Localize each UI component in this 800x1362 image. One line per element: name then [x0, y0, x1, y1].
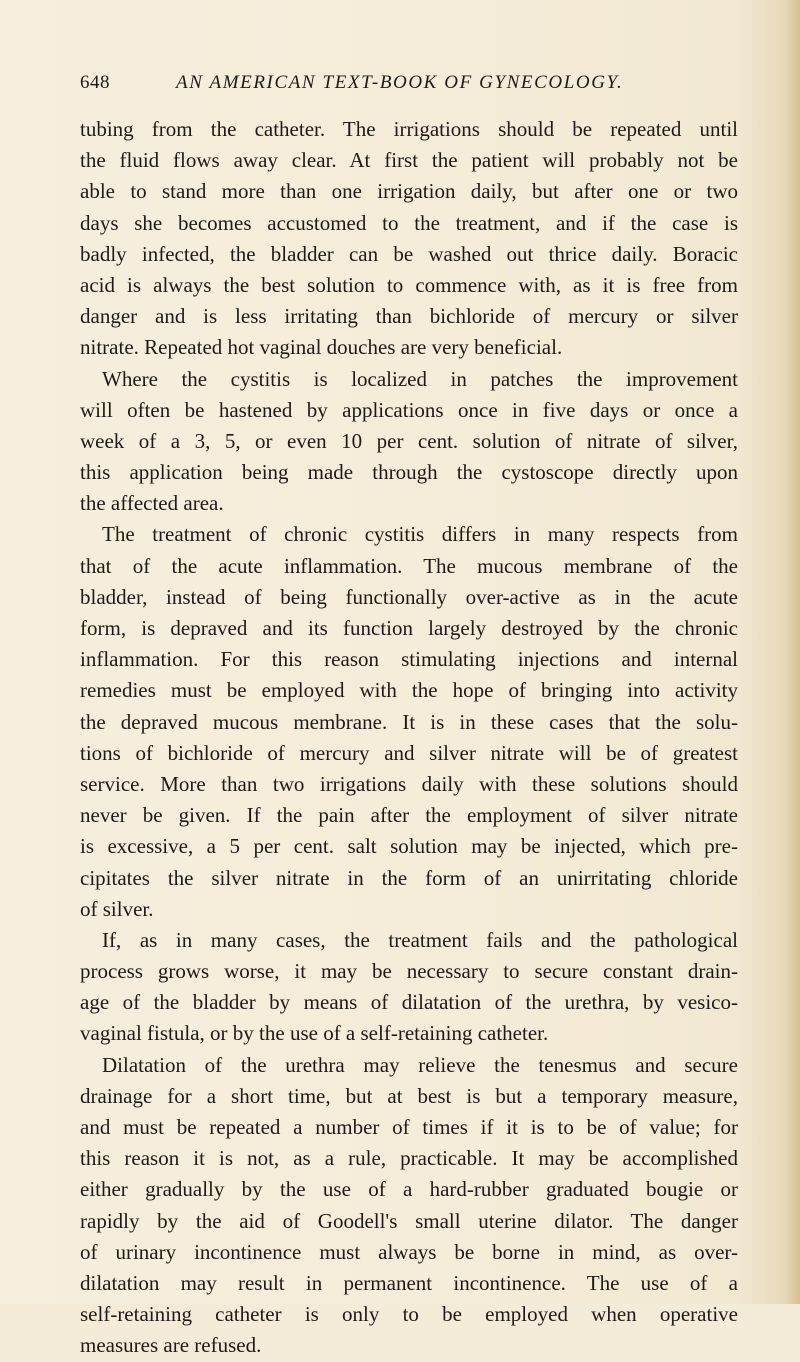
text-line: the depraved mucous membrane. It is in these cases that the solu- — [80, 709, 738, 734]
text-line: drainage for a short time, but at best is but a temporary measure, — [80, 1083, 738, 1108]
text-line: never be given. If the pain after the employment of silver nitrate — [80, 803, 738, 828]
text-line: will often be hastened by applications once in five days or once a — [80, 397, 738, 422]
text-line: process grows worse, it may be necessary to secure constant drain- — [80, 959, 738, 984]
text-line: measures are refused. — [80, 1333, 262, 1358]
text-line: service. More than two irrigations daily with these solutions should — [80, 771, 738, 796]
text-line: If, as in many cases, the treatment fails and the pathological — [102, 927, 738, 952]
text-line: that of the acute inflammation. The mucous membrane of the — [80, 553, 738, 578]
page-edge-shadow — [786, 0, 800, 1304]
text-line: is excessive, a 5 per cent. salt solution may be injected, which pre- — [80, 834, 738, 859]
text-line: Where the cystitis is localized in patches the improvement — [102, 366, 738, 391]
text-line: tubing from the catheter. The irrigations should be repeated until — [80, 117, 738, 141]
text-line: dilatation may result in permanent incontinence. The use of a — [80, 1270, 738, 1295]
text-line: form, is depraved and its function largely destroyed by the chronic — [80, 616, 738, 640]
text-line: The treatment of chronic cystitis differs in many respects from — [102, 522, 738, 547]
text-line: self-retaining catheter is only to be employed when operative — [80, 1302, 738, 1327]
book-title: AN AMERICAN TEXT-BOOK OF GYNECOLOGY. — [176, 72, 624, 93]
text-line: week of a 3, 5, or even 10 per cent. solution of nitrate of silver, — [80, 428, 738, 453]
text-line: Dilatation of the urethra may relieve the tenesmus and secure — [102, 1052, 738, 1077]
text-line: of silver. — [80, 896, 154, 921]
text-line: either gradually by the use of a hard-rubber graduated bougie or — [80, 1177, 738, 1202]
text-line: cipitates the silver nitrate in the form of an unirritating chloride — [80, 865, 738, 890]
text-line: age of the bladder by means of dilatation of the urethra, by vesico- — [80, 990, 738, 1015]
page-number: 648 — [80, 72, 110, 93]
text-line: the fluid flows away clear. At first the patient will probably not be — [80, 148, 738, 173]
text-line: this application being made through the cystoscope directly upon — [80, 460, 738, 485]
text-line: vaginal fistula, or by the use of a self-retaining catheter. — [80, 1021, 549, 1046]
text-line: this reason it is not, as a rule, practicable. It may be accomplished — [80, 1146, 738, 1171]
text-line: acid is always the best solution to commence with, as it is free from — [80, 272, 738, 297]
text-line: of urinary incontinence must always be borne in mind, as over- — [80, 1239, 738, 1264]
running-head — [80, 72, 740, 98]
text-line: rapidly by the aid of Goodell's small uterine dilator. The danger — [80, 1208, 738, 1233]
text-line: able to stand more than one irrigation daily, but after one or two — [80, 179, 738, 204]
text-line: bladder, instead of being functionally over-active as in the acute — [80, 584, 738, 609]
text-line: inflammation. For this reason stimulating injections and internal — [80, 647, 738, 672]
text-line: danger and is less irritating than bichloride of mercury or silver — [80, 304, 738, 329]
text-line: remedies must be employed with the hope of bringing into activity — [80, 678, 738, 703]
body-text — [80, 114, 738, 1362]
text-line: badly infected, the bladder can be washed out thrice daily. Boracic — [80, 241, 738, 266]
text-line: and must be repeated a number of times if it is to be of value; for — [80, 1115, 738, 1139]
text-line: days she becomes accustomed to the treatment, and if the case is — [80, 210, 738, 235]
text-line: nitrate. Repeated hot vaginal douches are very beneficial. — [80, 335, 563, 360]
text-line: the affected area. — [80, 491, 224, 516]
text-line: tions of bichloride of mercury and silver nitrate will be of greatest — [80, 740, 738, 765]
